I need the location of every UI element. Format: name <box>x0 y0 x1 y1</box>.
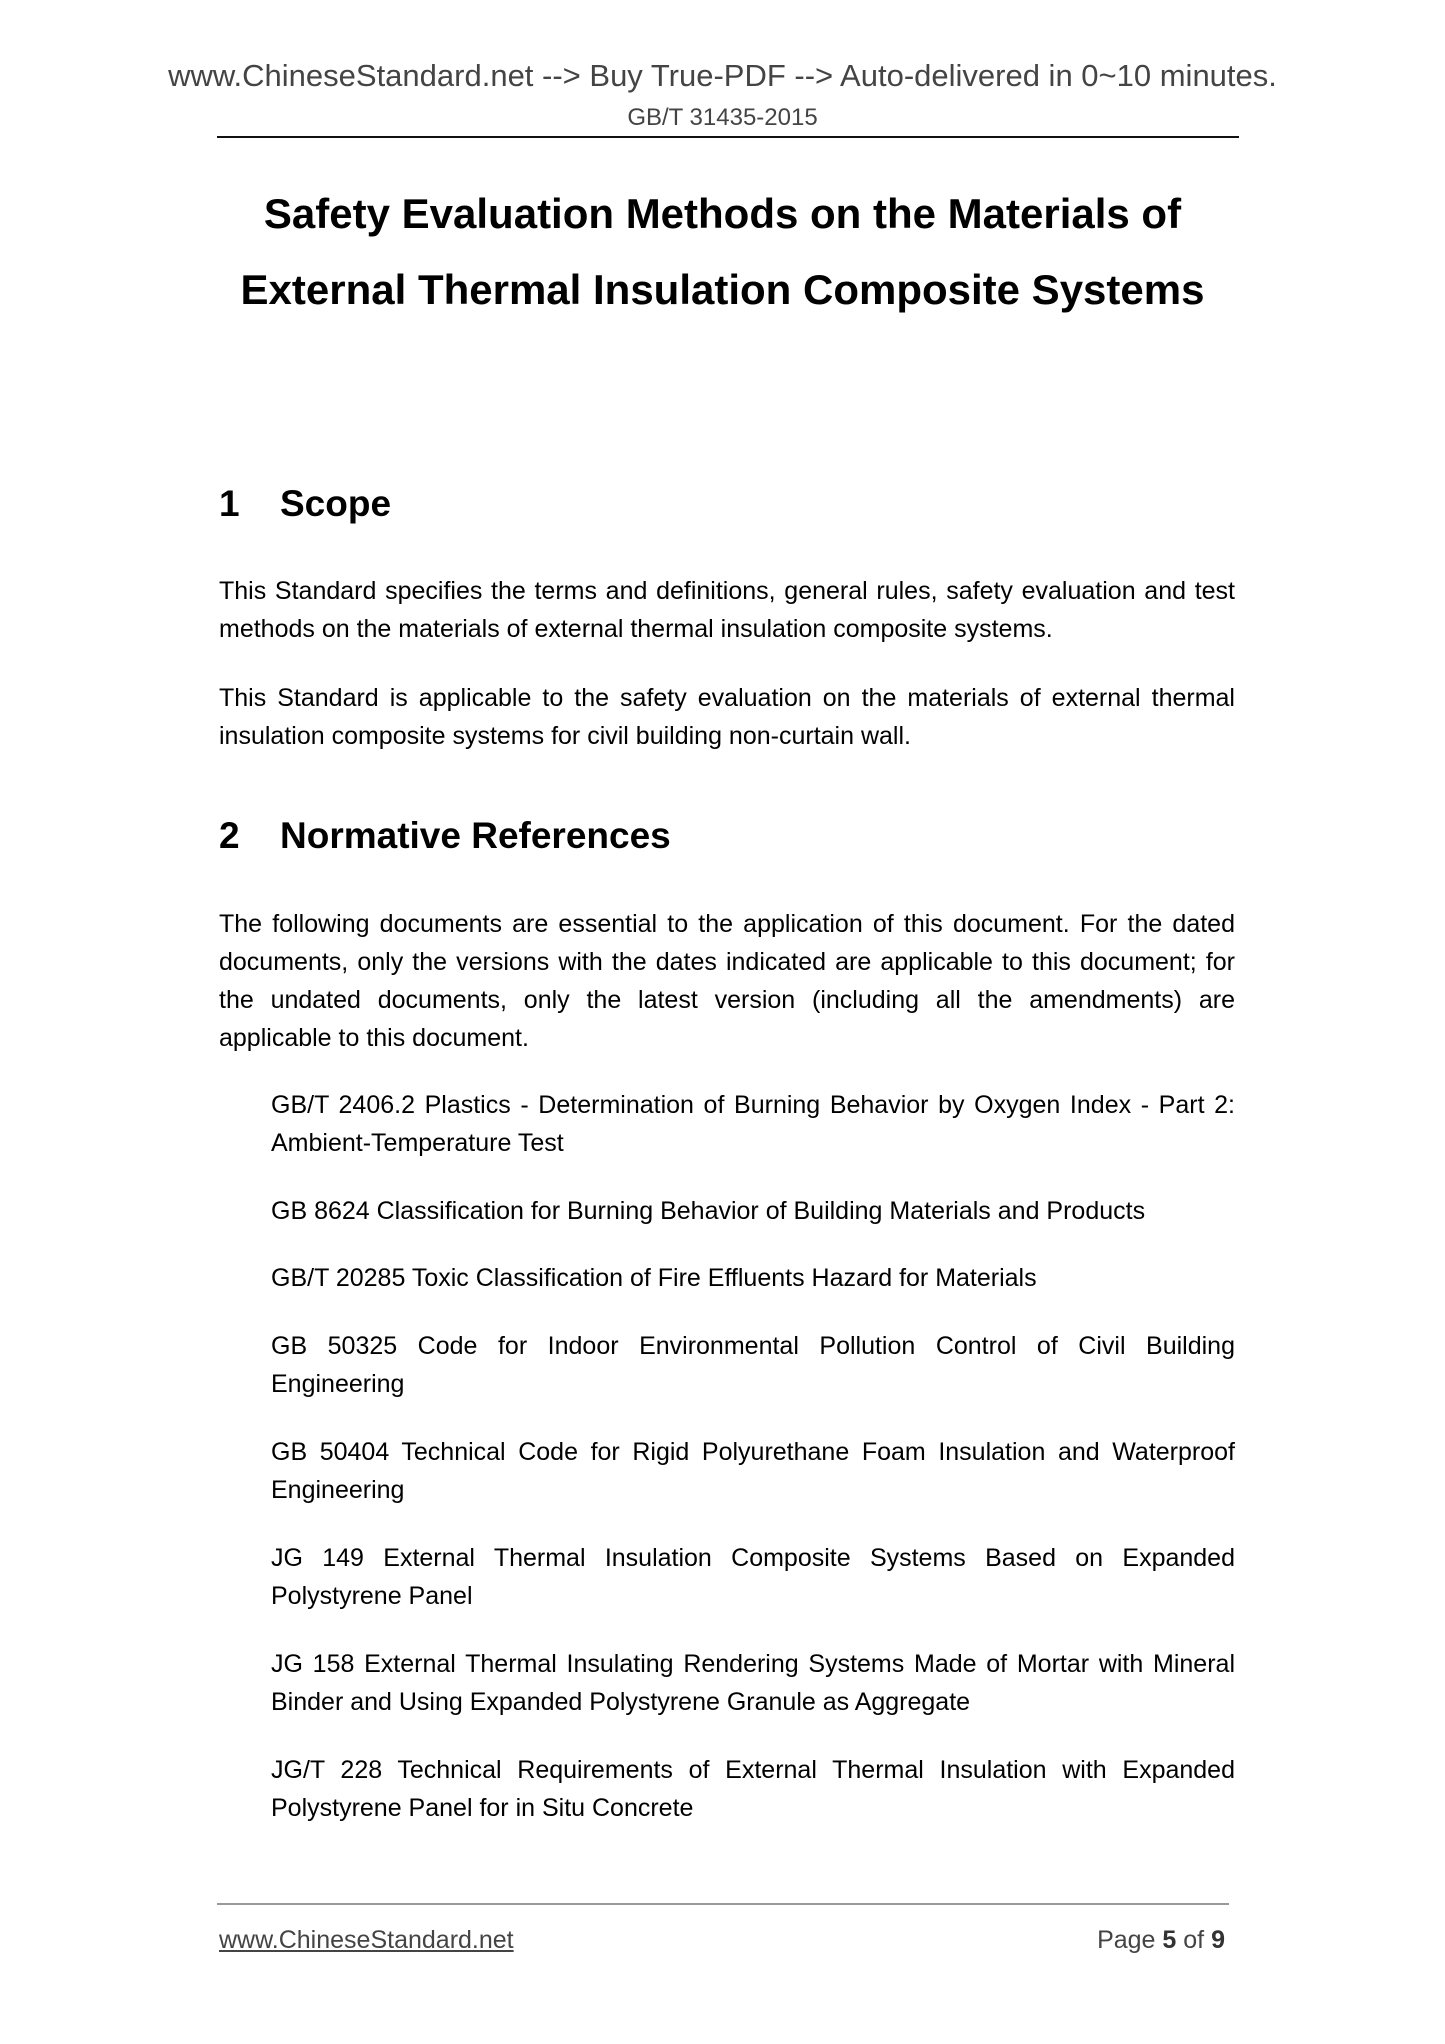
section-title: Scope <box>280 483 392 524</box>
document-title <box>200 176 1245 328</box>
section-number: 1 <box>219 483 240 524</box>
page-label: Page <box>1097 1926 1156 1954</box>
reference-item: GB/T 20285 Toxic Classification of Fire Effluents Hazard for Materials <box>271 1264 1037 1292</box>
section-heading-normative-references <box>219 815 671 857</box>
reference-item: GB 50325 Code for Indoor Environmental Pollution Control of Civil Building Engineering <box>271 1332 1235 1398</box>
reference-item: JG/T 228 Technical Requirements of External Thermal Insulation with Expanded Polystyrene Panel for in Situ Concrete <box>271 1756 1235 1822</box>
paragraph: The following documents are essential to the application of this document. For the dated documents, only the versions with the dates indicated are applicable to this document; for the undated documents, only the latest version (including all the amendments) are applicable to this document. <box>219 910 1235 1052</box>
reference-item: JG 149 External Thermal Insulation Composite Systems Based on Expanded Polystyrene Panel <box>271 1544 1235 1610</box>
page-current: 5 <box>1162 1926 1177 1954</box>
standard-code: GB/T 31435-2015 <box>627 104 818 131</box>
header-banner: www.ChineseStandard.net --> Buy True-PDF --> Auto-delivered in 0~10 minutes. <box>168 58 1277 93</box>
reference-item: GB 8624 Classification for Burning Behavior of Building Materials and Products <box>271 1197 1146 1225</box>
header-divider <box>217 136 1239 138</box>
title-line-1: Safety Evaluation Methods on the Materials of <box>263 190 1182 237</box>
reference-item: GB 50404 Technical Code for Rigid Polyurethane Foam Insulation and Waterproof Engineering <box>271 1438 1235 1504</box>
page-of: of <box>1183 1926 1205 1954</box>
section-title: Normative References <box>280 815 671 856</box>
section-number: 2 <box>219 815 240 856</box>
title-line-2: External Thermal Insulation Composite Systems <box>240 266 1205 313</box>
paragraph: This Standard is applicable to the safety evaluation on the materials of external thermal insulation composite systems for civil building non-curtain wall. <box>219 684 1235 750</box>
page-total: 9 <box>1211 1926 1225 1954</box>
reference-item: GB/T 2406.2 Plastics - Determination of Burning Behavior by Oxygen Index - Part 2: Ambient-Temperature Test <box>271 1091 1235 1157</box>
footer-divider <box>217 1903 1229 1905</box>
page-indicator <box>1097 1926 1225 1955</box>
paragraph: This Standard specifies the terms and definitions, general rules, safety evaluation and test methods on the materials of external thermal insulation composite systems. <box>219 577 1235 643</box>
section-heading-scope <box>219 483 391 525</box>
reference-item: JG 158 External Thermal Insulating Rendering Systems Made of Mortar with Mineral Binder and Using Expanded Polystyrene Granule as Aggregate <box>271 1650 1235 1716</box>
footer-website-link[interactable]: www.ChineseStandard.net <box>219 1926 514 1954</box>
